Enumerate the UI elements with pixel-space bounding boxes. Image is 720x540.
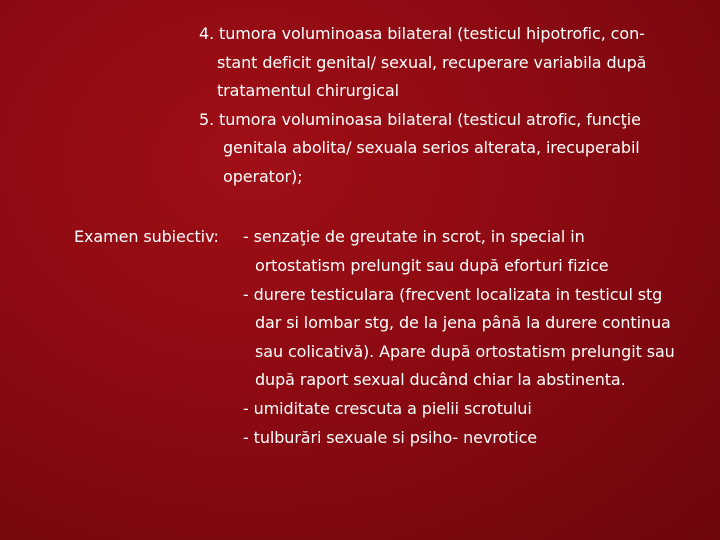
item-4-line-2: stant deficit genital/ sexual, recuperare variabila după	[217, 53, 647, 72]
exam-bullet-2-line-2: dar si lombar stg, de la jena până la durere continua	[255, 313, 671, 332]
exam-bullet-2-line-1: - durere testiculara (frecvent localizata in testicul stg	[243, 285, 663, 304]
exam-bullet-1-line-1: - senzaţie de greutate in scrot, in special in	[243, 227, 585, 246]
exam-bullet-2-line-3: sau colicativă). Apare după ortostatism prelungit sau	[255, 342, 675, 361]
item-5-line-2: genitala abolita/ sexuala serios alterata, irecuperabil	[223, 138, 640, 157]
item-4-line-3: tratamentul chirurgical	[217, 81, 399, 100]
item-5-line-1: 5. tumora voluminoasa bilateral (testicul atrofic, funcţie	[199, 110, 641, 129]
exam-label: Examen subiectiv:	[74, 227, 219, 246]
item-5-line-3: operator);	[223, 167, 303, 186]
exam-bullet-1-line-2: ortostatism prelungit sau după eforturi fizice	[255, 256, 609, 275]
exam-bullet-3-line-1: - umiditate crescuta a pielii scrotului	[243, 399, 532, 418]
exam-bullet-2-line-4: după raport sexual ducând chiar la abstinenta.	[255, 370, 626, 389]
item-4-line-1: 4. tumora voluminoasa bilateral (testicul hipotrofic, con-	[199, 24, 645, 43]
exam-bullet-4-line-1: - tulburări sexuale si psiho- nevrotice	[243, 428, 538, 447]
